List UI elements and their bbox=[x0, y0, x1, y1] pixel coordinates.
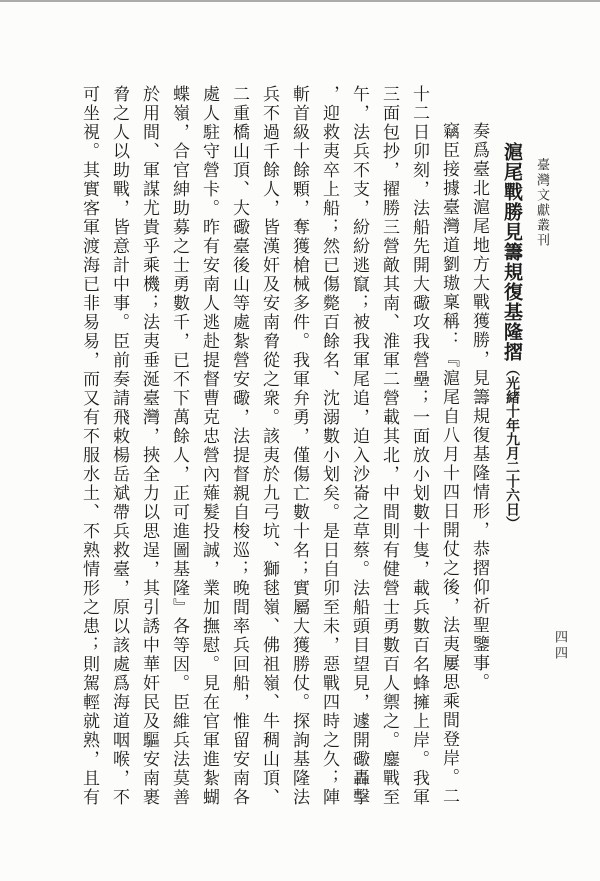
text-block bbox=[68, 85, 528, 825]
body-column: 處人駐守營卡。昨有安南人逃赴提督曹克忠營內薙髮投誠，業加撫慰。見在官軍進紮蝴 bbox=[200, 85, 219, 807]
scan-top-edge-line bbox=[0, 0, 600, 2]
body-column: 二重橋山頂、大礮臺後山等處紮營安礮，法提督親自梭巡；晚間率兵回船，惟留安南各 bbox=[230, 85, 249, 807]
article-title bbox=[494, 85, 528, 825]
body-column: 奏爲臺北滬尾地方大戰獲勝，見籌規復基隆情形，恭摺仰祈聖鑒事。 bbox=[470, 122, 489, 692]
body-column: 三面包抄，擢勝三營敵其南、淮軍二營載其北，中間則有健營士勇數百人禦之。鏖戰至 bbox=[380, 85, 399, 807]
article-title-date: （光緒十年九月二十六日） bbox=[504, 362, 519, 530]
body-column: 竊臣接據臺灣道劉璈稟稱：『滬尾自八月十四日開仗之後，法夷屢思乘間登岸。二 bbox=[440, 122, 459, 806]
body-column: 蝶嶺，合官紳助募之士勇數千，已不下萬餘人，正可進圖基隆』各等因。臣維兵法莫善 bbox=[170, 85, 189, 807]
page-number: 四四 bbox=[553, 630, 568, 662]
body-column: 於用間、軍謀尤貴乎乘機；法夷垂涎臺灣，挾全力以思逞，其引誘中華奸民及驅安南裹 bbox=[140, 85, 159, 807]
body-column: 兵不過千餘人，皆漢奸及安南脅從之衆。該夷於九弓坑、獅毬嶺、佛祖嶺、牛稠山頂、 bbox=[260, 85, 279, 807]
body-column: 脅之人以助戰，皆意計中事。臣前奏請飛敕楊岳斌帶兵救臺，原以該處爲海道咽喉，不 bbox=[110, 85, 129, 807]
body-column: 可坐視。其實客軍渡海已非易易，而又有不服水土、不熟情形之患；則駕輕就熟，且有 bbox=[80, 85, 99, 807]
body-column: 午，法兵不支，紛紛逃竄；被我軍尾追，迫入沙崙之草蔡。法船頭目望見，遽開礮轟擊 bbox=[350, 85, 369, 807]
article-title-main: 滬尾戰勝見籌規復基隆摺 bbox=[501, 142, 522, 362]
body-column: 斬首級十餘顆，奪獲槍械多件。我軍弁勇，僅傷亡數十名；實屬大獲勝仗。探詢基隆法 bbox=[290, 85, 309, 807]
running-head: 臺灣文獻叢刊 bbox=[535, 158, 550, 248]
body-column: 十二日卯刻，法船先開大礮攻我營壘；一面放小划數十隻，載兵數百名蜂擁上岸。我軍 bbox=[410, 85, 429, 807]
body-column: ，迎救夷卒上船；然已傷斃百餘名、沈溺數小划矣。是日自卯至未，惡戰四時之久；陣 bbox=[320, 85, 339, 807]
